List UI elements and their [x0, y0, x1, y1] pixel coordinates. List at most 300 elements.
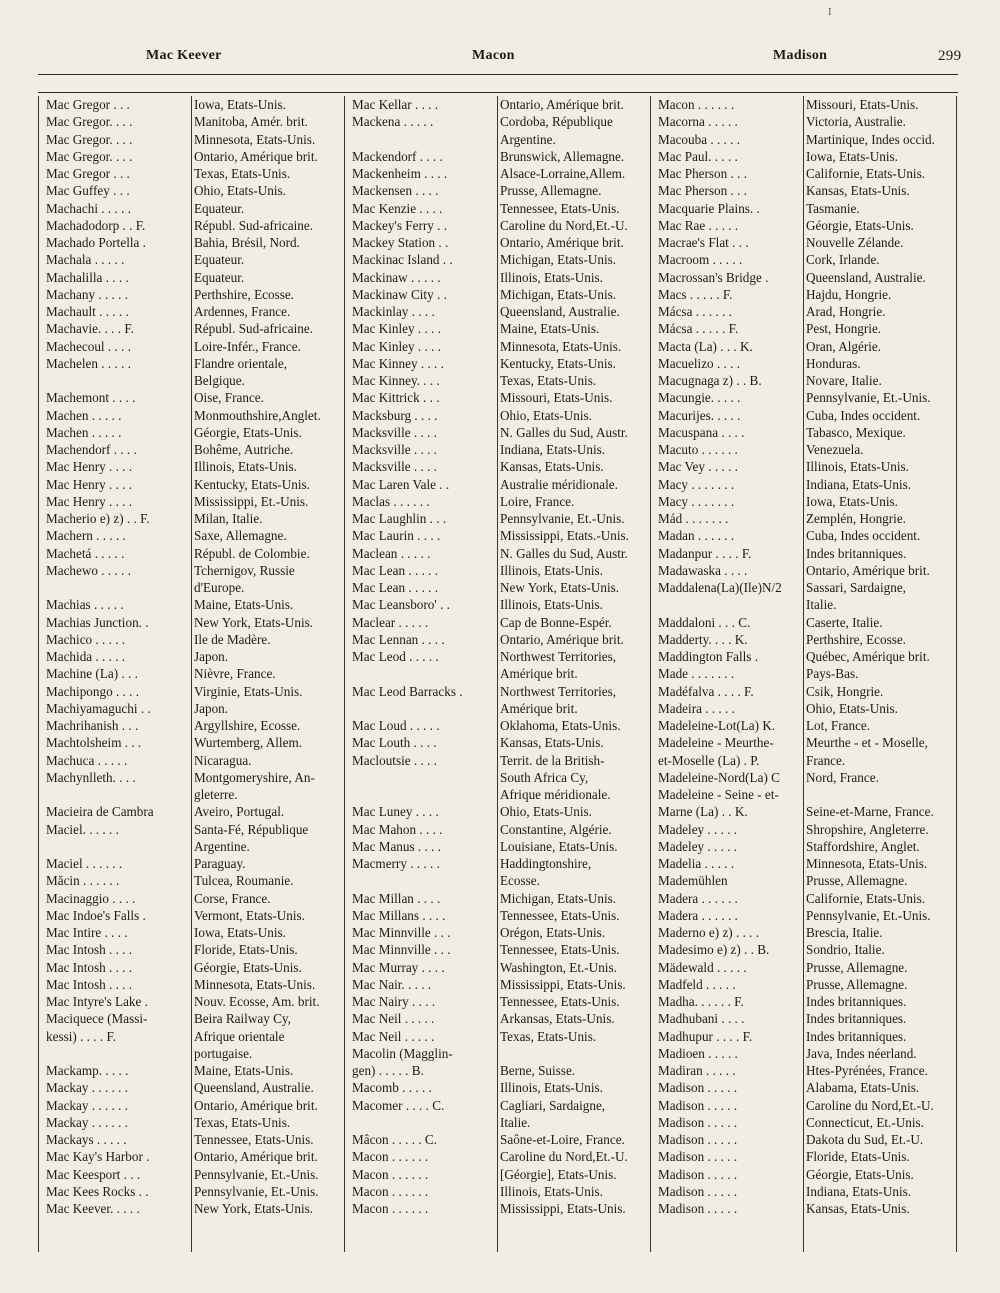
gazetteer-entry — [650, 614, 950, 631]
place-location: Lot, France. — [806, 718, 871, 733]
place-name: Mac Intosh . . . . — [46, 959, 133, 975]
corner-mark: I — [828, 8, 832, 18]
gazetteer-entry — [38, 113, 338, 130]
place-location: Floride, Etats-Unis. — [806, 1149, 910, 1165]
place-name: Mac Guffey . . . — [46, 183, 130, 199]
place-location: Texas, Etats-Unis. — [194, 1114, 291, 1130]
place-location: Sassari, Sardaigne, — [806, 580, 906, 595]
gazetteer-entry — [650, 407, 950, 424]
gazetteer-entry — [650, 372, 950, 389]
gazetteer-entry — [650, 1148, 950, 1165]
place-location: Texas, Etats-Unis. — [500, 373, 597, 388]
gazetteer-entry — [650, 803, 950, 820]
place-location: Csik, Hongrie. — [806, 683, 884, 699]
gazetteer-entry — [38, 1200, 338, 1217]
place-location: Ontario, Amérique brit. — [194, 1149, 318, 1165]
place-name: Mac Gregor. . . . — [46, 114, 133, 130]
entry-column-1 — [38, 96, 338, 1217]
place-location: Pennsylvanie, Et.-Unis. — [194, 1166, 319, 1182]
place-name: Mackendorf . . . . — [352, 148, 443, 164]
place-location: Géorgie, Etats-Unis. — [194, 424, 302, 440]
place-name: Maderno e) z) . . . . — [658, 925, 760, 940]
place-location: Java, Indes néerland. — [806, 1045, 917, 1061]
place-location: Aveiro, Portugal. — [194, 804, 285, 820]
gazetteer-entry — [344, 1183, 644, 1200]
column-rule — [956, 96, 957, 1252]
place-location: Queensland, Australie. — [806, 269, 926, 285]
gazetteer-entry — [344, 700, 644, 717]
place-name: Mac Kinney. . . . — [352, 373, 440, 388]
gazetteer-entry — [344, 269, 644, 286]
page-number: 299 — [938, 48, 962, 64]
place-name: Macta (La) . . . K. — [658, 338, 753, 354]
place-location: Alsace-Lorraine,Allem. — [500, 166, 626, 181]
place-name: Macugnaga z) . . B. — [658, 373, 762, 388]
gazetteer-entry — [38, 182, 338, 199]
place-name: Madéfalva . . . . F. — [658, 683, 754, 699]
place-name: Mac Loud . . . . . — [352, 718, 440, 733]
gazetteer-entry — [650, 200, 950, 217]
place-location: Loire-Infér., France. — [194, 338, 301, 354]
gazetteer-entry — [650, 596, 950, 613]
place-name: Macmerry . . . . . — [352, 856, 440, 871]
place-name: Mac Nairy . . . . — [352, 994, 436, 1009]
place-name: Machetá . . . . . — [46, 545, 125, 561]
gazetteer-entry — [38, 907, 338, 924]
place-location: Prusse, Allemagne. — [806, 976, 908, 992]
gazetteer-entry — [38, 476, 338, 493]
place-name — [344, 665, 494, 682]
gazetteer-entry — [650, 665, 950, 682]
place-name: Madeleine-Nord(La) C — [658, 769, 780, 785]
place-name: Maciquece (Massi- — [46, 1011, 148, 1027]
place-location: Dakota du Sud, Et.-U. — [806, 1132, 924, 1147]
place-location: Indes britanniques. — [806, 1011, 907, 1027]
gazetteer-entry — [344, 907, 644, 924]
place-name: Madfeld . . . . . — [658, 976, 736, 992]
place-location: gleterre. — [194, 787, 238, 802]
gazetteer-entry — [38, 993, 338, 1010]
gazetteer-entry — [650, 648, 950, 665]
place-name: Maclear . . . . . — [352, 614, 429, 630]
place-name: Mácsa . . . . . . — [658, 304, 732, 319]
place-name: Machias Junction. . — [46, 614, 149, 630]
gazetteer-entry — [344, 838, 644, 855]
place-name: Macroom . . . . . — [658, 252, 743, 268]
gazetteer-entry — [344, 113, 644, 130]
place-name: Machias . . . . . — [46, 597, 124, 613]
place-name: Made . . . . . . . — [658, 666, 735, 682]
gazetteer-entry — [38, 148, 338, 165]
gazetteer-entry — [344, 1028, 644, 1045]
gazetteer-entry — [38, 821, 338, 838]
place-location: Perthshire, Ecosse. — [806, 631, 906, 647]
gazetteer-entry — [344, 441, 644, 458]
gazetteer-entry — [650, 441, 950, 458]
place-location: Indiana, Etats-Unis. — [806, 1183, 912, 1199]
place-location: Ile de Madère. — [194, 631, 271, 647]
place-location: Amérique brit. — [500, 666, 578, 682]
place-location: Minnesota, Etats-Unis. — [194, 131, 316, 147]
place-name: Mac Leansboro' . . — [352, 597, 450, 613]
place-name: Mackenheim . . . . — [352, 166, 448, 181]
gazetteer-entry — [344, 734, 644, 751]
gazetteer-entry — [650, 1114, 950, 1131]
place-name: Mackay . . . . . . — [46, 1114, 129, 1130]
place-location: Ontario, Amérique brit. — [194, 1097, 318, 1113]
place-name: Macy . . . . . . . — [658, 493, 735, 509]
place-location: Kansas, Etats-Unis. — [806, 183, 910, 199]
place-location: Pennsylvanie, Et.-Unis. — [806, 390, 931, 406]
place-name: Marne (La) . . K. — [658, 804, 748, 820]
place-name: Machany . . . . . — [46, 286, 129, 302]
gazetteer-entry — [38, 1062, 338, 1079]
place-location: New York, Etats-Unis. — [194, 1201, 314, 1216]
gazetteer-entry — [344, 941, 644, 958]
place-name: Mac Indoe's Falls . — [46, 907, 146, 923]
place-name: Machadodorp . . F. — [46, 217, 146, 233]
place-name: Macurijes. . . . . — [658, 407, 741, 423]
place-location: Seine-et-Marne, France. — [806, 804, 934, 820]
place-name: Maclean . . . . . — [352, 545, 431, 561]
place-name: Macouba . . . . . — [658, 131, 741, 147]
gazetteer-entry — [344, 338, 644, 355]
place-name: Machida . . . . . — [46, 649, 126, 664]
place-location: Iowa, Etats-Unis. — [806, 493, 898, 509]
gazetteer-entry — [38, 165, 338, 182]
place-name: Madison . . . . . — [658, 1132, 738, 1147]
place-location: Novare, Italie. — [806, 373, 882, 388]
gazetteer-entry — [650, 976, 950, 993]
place-name: Mac Kellar . . . . — [352, 97, 439, 112]
place-name: Machault . . . . . — [46, 304, 129, 319]
gazetteer-entry — [38, 424, 338, 441]
place-name: Machemont . . . . — [46, 390, 136, 406]
place-location: Caserte, Italie. — [806, 614, 883, 630]
place-name: Mac Rae . . . . . — [658, 217, 739, 233]
place-name — [344, 786, 494, 803]
place-name: Mac Keesport . . . — [46, 1166, 141, 1182]
place-name: Machern . . . . . — [46, 528, 126, 544]
gazetteer-entry — [650, 717, 950, 734]
place-name: Mácsa . . . . . F. — [658, 321, 739, 337]
place-name — [344, 872, 494, 889]
place-name: Macrae's Flat . . . — [658, 235, 749, 250]
gazetteer-entry — [344, 579, 644, 596]
gazetteer-entry — [38, 631, 338, 648]
place-name: Mac Millan . . . . — [352, 890, 441, 906]
gazetteer-entry — [344, 476, 644, 493]
gazetteer-entry — [38, 1114, 338, 1131]
gazetteer-entry — [344, 1166, 644, 1183]
place-location: Indes britanniques. — [806, 1028, 907, 1044]
place-name: Mac Keever. . . . . — [46, 1201, 140, 1216]
gazetteer-entry — [344, 683, 644, 700]
place-name — [38, 1045, 188, 1062]
gazetteer-entry — [344, 648, 644, 665]
place-location: Michigan, Etats-Unis. — [500, 286, 617, 302]
place-location: Missouri, Etats-Unis. — [806, 97, 919, 112]
gazetteer-entry — [344, 752, 644, 769]
place-location: Kansas, Etats-Unis. — [500, 735, 604, 751]
place-name: Machuca . . . . . — [46, 752, 128, 768]
place-location: Mississippi, Etats.-Unis. — [500, 528, 629, 544]
place-location: Amérique brit. — [500, 700, 578, 716]
place-name: Macungie. . . . . — [658, 390, 741, 406]
place-name — [38, 579, 188, 596]
place-location: France. — [806, 752, 846, 768]
place-location: Wurtemberg, Allem. — [194, 735, 302, 751]
gazetteer-entry — [650, 941, 950, 958]
place-location: Virginie, Etats-Unis. — [194, 683, 303, 699]
gazetteer-entry — [38, 803, 338, 820]
gazetteer-entry — [344, 821, 644, 838]
gazetteer-entry — [344, 890, 644, 907]
place-location: Afrique méridionale. — [500, 787, 611, 802]
place-location: Alabama, Etats-Unis. — [806, 1080, 920, 1096]
gazetteer-entry — [38, 838, 338, 855]
place-name: Macksville . . . . — [352, 424, 437, 440]
gazetteer-entry — [650, 527, 950, 544]
place-name: Macolin (Magglin- — [352, 1045, 453, 1061]
gazetteer-entry — [38, 389, 338, 406]
gazetteer-entry — [38, 269, 338, 286]
gazetteer-entry — [344, 665, 644, 682]
place-name: Mac Gregor. . . . — [46, 131, 133, 147]
place-location: Australie méridionale. — [500, 476, 618, 492]
place-name: Machrihanish . . . — [46, 718, 139, 733]
place-location: Ohio, Etats-Unis. — [500, 407, 592, 423]
gazetteer-entry — [344, 993, 644, 1010]
place-name: Madison . . . . . — [658, 1097, 738, 1113]
place-location: Indes britanniques. — [806, 545, 907, 561]
gazetteer-entry — [38, 717, 338, 734]
place-location: Tennessee, Etats-Unis. — [194, 1132, 314, 1147]
gazetteer-entry — [38, 1079, 338, 1096]
place-location: Californie, Etats-Unis. — [806, 166, 926, 181]
gazetteer-entry — [344, 303, 644, 320]
place-name: Mac Neil . . . . . — [352, 1011, 435, 1027]
place-location: New York, Etats-Unis. — [194, 614, 314, 630]
place-location: Montgomeryshire, An- — [194, 769, 315, 785]
place-location: Oise, France. — [194, 390, 264, 406]
place-name: Mackinaw . . . . . — [352, 269, 441, 285]
place-location: Québec, Amérique brit. — [806, 649, 930, 664]
place-location: Républ. de Colombie. — [194, 545, 310, 561]
gazetteer-entry — [38, 1097, 338, 1114]
place-name: Mac Neil . . . . . — [352, 1028, 435, 1044]
place-name: kessi) . . . . F. — [46, 1028, 117, 1044]
gazetteer-entry — [38, 320, 338, 337]
place-name: Mac Intire . . . . — [46, 925, 128, 940]
place-name: gen) . . . . . B. — [352, 1063, 424, 1078]
gazetteer-entry — [38, 131, 338, 148]
gazetteer-entry — [344, 200, 644, 217]
gazetteer-entry — [650, 1166, 950, 1183]
place-location: Oklahoma, Etats-Unis. — [500, 718, 621, 733]
gazetteer-entry — [650, 510, 950, 527]
place-name: Madeira . . . . . — [658, 700, 735, 716]
gazetteer-entry — [344, 217, 644, 234]
gazetteer-entry — [344, 96, 644, 113]
place-name: Madison . . . . . — [658, 1114, 738, 1130]
gazetteer-entry — [650, 424, 950, 441]
gazetteer-entry — [650, 355, 950, 372]
place-name: Machavie. . . . F. — [46, 321, 134, 337]
place-name: Mac Kay's Harbor . — [46, 1149, 150, 1165]
place-name: Madeley . . . . . — [658, 838, 738, 854]
place-name: Macksville . . . . — [352, 459, 437, 475]
gazetteer-entry — [38, 596, 338, 613]
gazetteer-entry — [38, 234, 338, 251]
place-name: Macon . . . . . . — [658, 97, 735, 112]
gazetteer-entry — [38, 200, 338, 217]
place-name: Madeley . . . . . — [658, 821, 738, 837]
place-location: Sondrio, Italie. — [806, 942, 885, 958]
place-location: Cork, Irlande. — [806, 252, 880, 268]
gazetteer-entry — [38, 752, 338, 769]
gazetteer-entry — [650, 182, 950, 199]
gazetteer-entry — [344, 1097, 644, 1114]
place-name: Macieira de Cambra — [46, 804, 154, 820]
place-name: et-Moselle (La) . P. — [658, 752, 760, 768]
gazetteer-entry — [344, 1010, 644, 1027]
place-name: Mademühlen — [658, 873, 728, 889]
place-location: Pennsylvanie, Et.-Unis. — [194, 1183, 319, 1199]
gazetteer-entry — [650, 1131, 950, 1148]
place-name: Macuelizo . . . . — [658, 355, 741, 371]
gazetteer-columns — [38, 96, 958, 1256]
place-location: Géorgie, Etats-Unis. — [806, 217, 914, 233]
gazetteer-entry — [650, 113, 950, 130]
gazetteer-entry — [650, 1079, 950, 1096]
place-location: Italie. — [806, 597, 837, 613]
place-name: Mac Pherson . . . — [658, 166, 748, 181]
place-location: Cagliari, Sardaigne, — [500, 1097, 606, 1113]
gazetteer-entry — [650, 683, 950, 700]
place-location: Japon. — [194, 700, 229, 716]
place-name: Macomb . . . . . — [352, 1080, 432, 1096]
place-name: Madeleine-Lot(La) K. — [658, 718, 776, 733]
place-location: Nièvre, France. — [194, 666, 276, 682]
place-name: Mackinaw City . . — [352, 286, 447, 302]
gazetteer-entry — [38, 217, 338, 234]
place-name: Machine (La) . . . — [46, 666, 138, 682]
place-location: Oran, Algérie. — [806, 338, 882, 354]
place-name: Mac Kinney . . . . — [352, 355, 444, 371]
place-location: [Géorgie], Etats-Unis. — [500, 1166, 617, 1182]
place-name: Maddington Falls . — [658, 649, 759, 664]
place-location: Tulcea, Roumanie. — [194, 873, 294, 889]
place-location: Tennessee, Etats-Unis. — [500, 907, 620, 923]
place-location: Iowa, Etats-Unis. — [194, 925, 286, 940]
gazetteer-entry — [344, 355, 644, 372]
place-location: Argentine. — [194, 838, 250, 854]
place-location: Shropshire, Angleterre. — [806, 821, 929, 837]
place-name: Mac Henry . . . . — [46, 476, 133, 492]
entry-column-2 — [344, 96, 644, 1217]
gazetteer-entry — [38, 734, 338, 751]
place-name: Mackey Station . . — [352, 235, 449, 250]
place-name: Mâcon . . . . . C. — [352, 1132, 437, 1147]
place-name: Madelia . . . . . — [658, 856, 735, 871]
place-name: Mac Millans . . . . — [352, 907, 446, 923]
place-location: Illinois, Etats-Unis. — [806, 459, 909, 475]
place-location: Arkansas, Etats-Unis. — [500, 1011, 615, 1027]
entry-column-3 — [650, 96, 950, 1217]
place-name: Mac Louth . . . . — [352, 735, 437, 751]
gazetteer-entry — [38, 562, 338, 579]
gazetteer-entry — [650, 269, 950, 286]
place-location: Floride, Etats-Unis. — [194, 942, 298, 958]
place-name: Mac Kees Rocks . . — [46, 1183, 149, 1199]
gazetteer-entry — [650, 1010, 950, 1027]
place-location: Nicaragua. — [194, 752, 252, 768]
place-location: Htes-Pyrénées, France. — [806, 1063, 928, 1078]
place-name: Machalilla . . . . — [46, 269, 129, 285]
place-name: Madiran . . . . . — [658, 1063, 736, 1078]
gazetteer-entry — [344, 407, 644, 424]
gazetteer-entry — [38, 614, 338, 631]
place-location: Mississippi, Etats-Unis. — [500, 976, 626, 992]
place-name: Maciel. . . . . . — [46, 821, 119, 837]
place-location: Texas, Etats-Unis. — [500, 1028, 597, 1044]
place-location: Kentucky, Etats-Unis. — [500, 355, 616, 371]
place-name: Madera . . . . . . — [658, 907, 738, 923]
place-location: Illinois, Etats-Unis. — [194, 459, 297, 475]
place-location: Tabasco, Mexique. — [806, 424, 906, 440]
gazetteer-entry — [344, 1148, 644, 1165]
place-name: Madderty. . . . K. — [658, 631, 748, 647]
place-name: Machen . . . . . — [46, 407, 122, 423]
place-location: Brunswick, Allemagne. — [500, 148, 625, 164]
place-name: Madan . . . . . . — [658, 528, 735, 544]
gazetteer-entry — [344, 493, 644, 510]
place-location: Caroline du Nord,Et.-U. — [500, 217, 628, 233]
place-location: Cuba, Indes occident. — [806, 528, 921, 544]
gazetteer-entry — [38, 1183, 338, 1200]
place-name: Mac Laughlin . . . — [352, 511, 447, 526]
place-location: Washington, Et.-Unis. — [500, 959, 617, 975]
gazetteer-entry — [344, 614, 644, 631]
place-location — [800, 786, 950, 803]
place-location: Northwest Territories, — [500, 683, 617, 699]
place-location: Michigan, Etats-Unis. — [500, 890, 617, 906]
place-name: Mac Leod Barracks . — [352, 683, 463, 699]
place-name — [344, 769, 494, 786]
place-location: Haddingtonshire, — [500, 856, 592, 871]
place-name — [38, 838, 188, 855]
gazetteer-entry — [344, 527, 644, 544]
place-name: Mac Lean . . . . . — [352, 562, 439, 578]
gazetteer-entry — [344, 1200, 644, 1217]
place-location: Prusse, Allemagne. — [806, 873, 908, 889]
place-location: Berne, Suisse. — [500, 1063, 576, 1078]
place-location: Monmouthshire,Anglet. — [194, 407, 321, 423]
place-location: Zemplén, Hongrie. — [806, 511, 906, 526]
place-location: portugaise. — [194, 1045, 253, 1061]
place-location: Maine, Etats-Unis. — [194, 597, 294, 613]
gazetteer-entry — [38, 527, 338, 544]
place-location: Tennessee, Etats-Unis. — [500, 200, 620, 216]
place-location: Missouri, Etats-Unis. — [500, 390, 613, 406]
place-location: Cordoba, République — [500, 114, 613, 130]
place-location: Républ. Sud-africaine. — [194, 217, 314, 233]
place-location: Californie, Etats-Unis. — [806, 890, 926, 906]
place-name: Machynlleth. . . . — [46, 769, 136, 785]
gazetteer-entry — [650, 1028, 950, 1045]
place-location: d'Europe. — [194, 580, 245, 595]
